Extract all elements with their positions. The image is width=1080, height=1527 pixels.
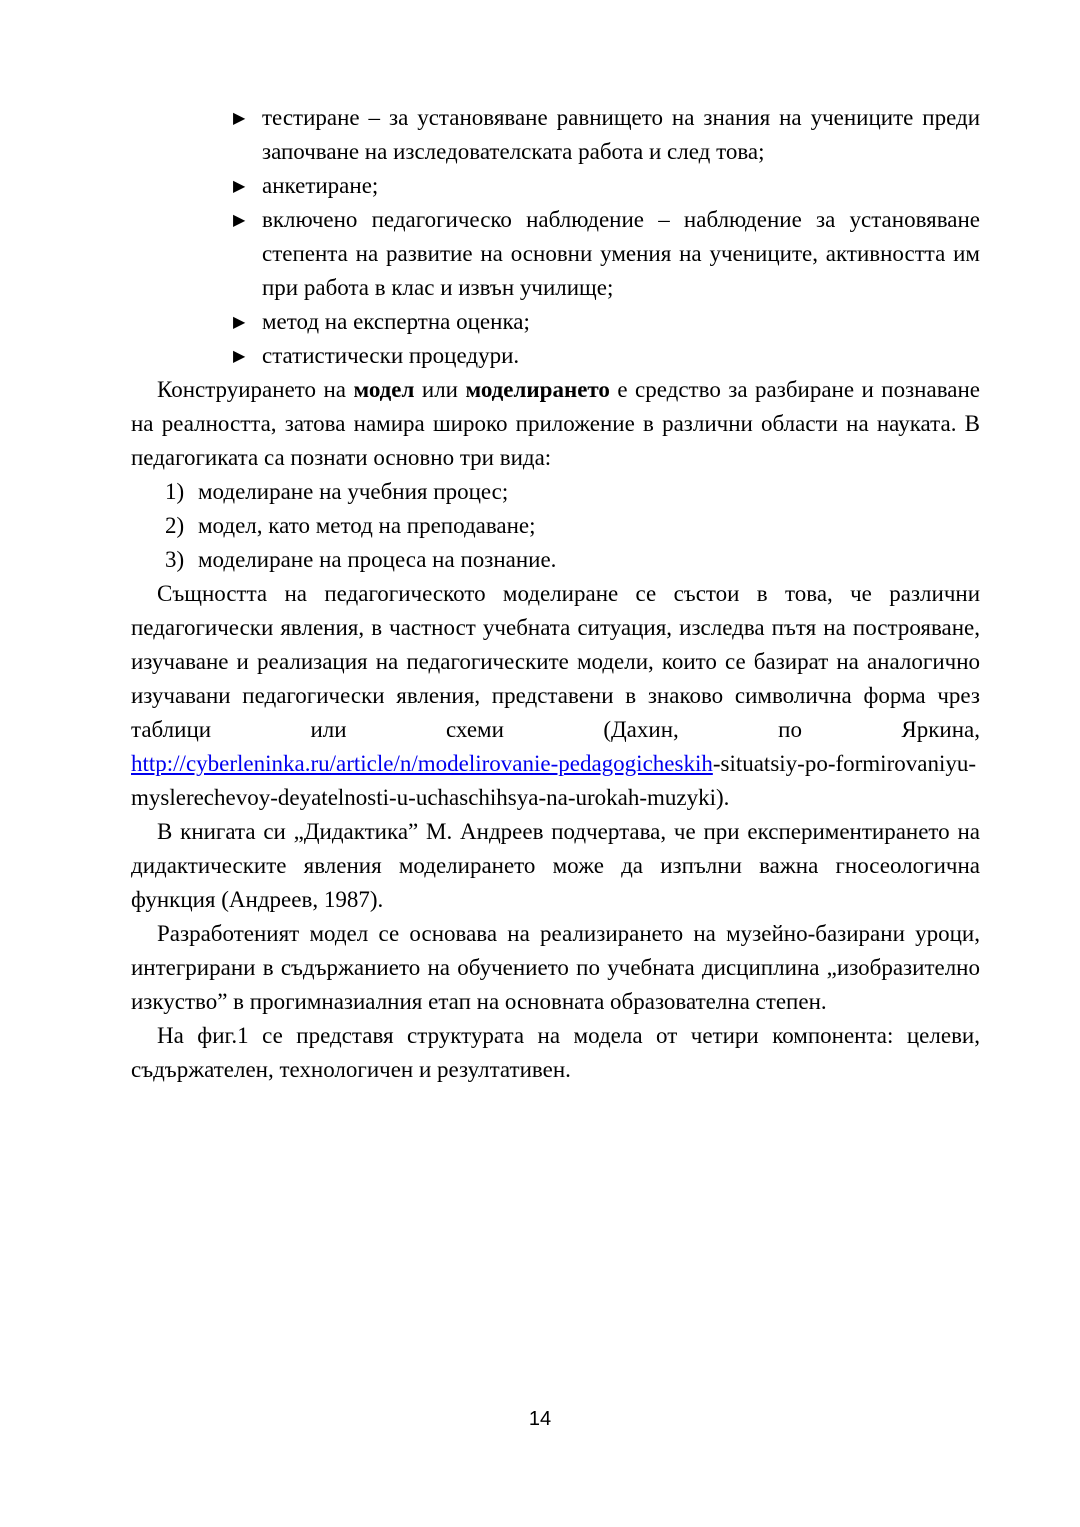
cyberleninka-link[interactable]: http://cyberleninka.ru/article/n/modelirovanie-pedagogicheskih: [131, 751, 713, 776]
paragraph-text: или: [414, 377, 466, 402]
bullet-list: [131, 101, 980, 373]
bullet-text: анкетиране;: [262, 173, 379, 198]
page-content: [131, 101, 980, 1087]
list-item: [233, 101, 980, 169]
triangle-bullet-icon: ▶: [233, 346, 246, 365]
list-item: [165, 475, 980, 509]
bold-term-modeling: моделирането: [465, 377, 610, 402]
list-item: [165, 509, 980, 543]
list-number: 2): [165, 513, 185, 538]
list-item: [233, 169, 980, 203]
paragraph-text: -situatsiy-po-formirovaniyu-myslerechevoy-deyatelnosti-u-uchaschihsya-na-urokah-muzyki).: [131, 751, 976, 810]
list-item: [233, 339, 980, 373]
paragraph-text: е средство за разбиране и познаване на реалността, затова намира широко приложение в различни области на науката. В педагогиката са познати основно три вида:: [131, 377, 980, 470]
list-item: [233, 305, 980, 339]
list-item: [165, 543, 980, 577]
numbered-text: моделиране на учебния процес;: [198, 479, 509, 504]
triangle-bullet-icon: ▶: [233, 312, 246, 331]
list-number: 1): [165, 479, 185, 504]
numbered-text: моделиране на процеса на познание.: [198, 547, 557, 572]
numbered-text: модел, като метод на преподаване;: [198, 513, 536, 538]
triangle-bullet-icon: ▶: [233, 176, 246, 195]
bullet-text: статистически процедури.: [262, 343, 520, 368]
paragraph-model-definition: [131, 373, 980, 475]
paragraph-andreev: В книгата си „Дидактика” М. Андреев подчертава, че при експериментирането на дидактическите явления моделирането може да изпълни важна гносеологична функция (Андреев, 1987).: [131, 819, 980, 912]
list-item: [233, 203, 980, 305]
paragraph-model-basis: Разработеният модел се основава на реализирането на музейно-базирани уроци, интегрирани в съдържанието на обучението по учебната дисциплина „изобразително изкуство” в прогимназиалния етап на основната образователна степен.: [131, 921, 980, 1014]
bold-term-model: модел: [353, 377, 415, 402]
bullet-text: включено педагогическо наблюдение – наблюдение за установяване степента на развитие на основни умения на учениците, активността им при работа в клас и извън училище;: [262, 207, 980, 300]
paragraph-text: Конструирането на: [157, 377, 354, 402]
paragraph-essence: [131, 577, 980, 815]
list-number: 3): [165, 547, 185, 572]
paragraph-figure-reference: На фиг.1 се представя структурата на модела от четири компонента: целеви, съдържателен, технологичен и резултативен.: [131, 1023, 980, 1082]
triangle-bullet-icon: ▶: [233, 210, 246, 229]
page-number: 14: [528, 1408, 552, 1430]
paragraph-text: Същността на педагогическото моделиране се състои в това, че различни педагогически явления, в частност учебната ситуация, изследва пътя на построяване, изучаване и реализация на педагогическите модели, които се базират на аналогично изучавани педагогически явления, представени в знаково символична форма чрез таблици или схеми (Дахин, по Яркина,: [131, 581, 980, 742]
numbered-list: [131, 475, 980, 577]
bullet-text: метод на експертна оценка;: [262, 309, 530, 334]
triangle-bullet-icon: ▶: [233, 108, 246, 127]
bullet-text: тестиране – за установяване равнището на знания на учениците преди започване на изследователската работа и след това;: [262, 105, 980, 164]
